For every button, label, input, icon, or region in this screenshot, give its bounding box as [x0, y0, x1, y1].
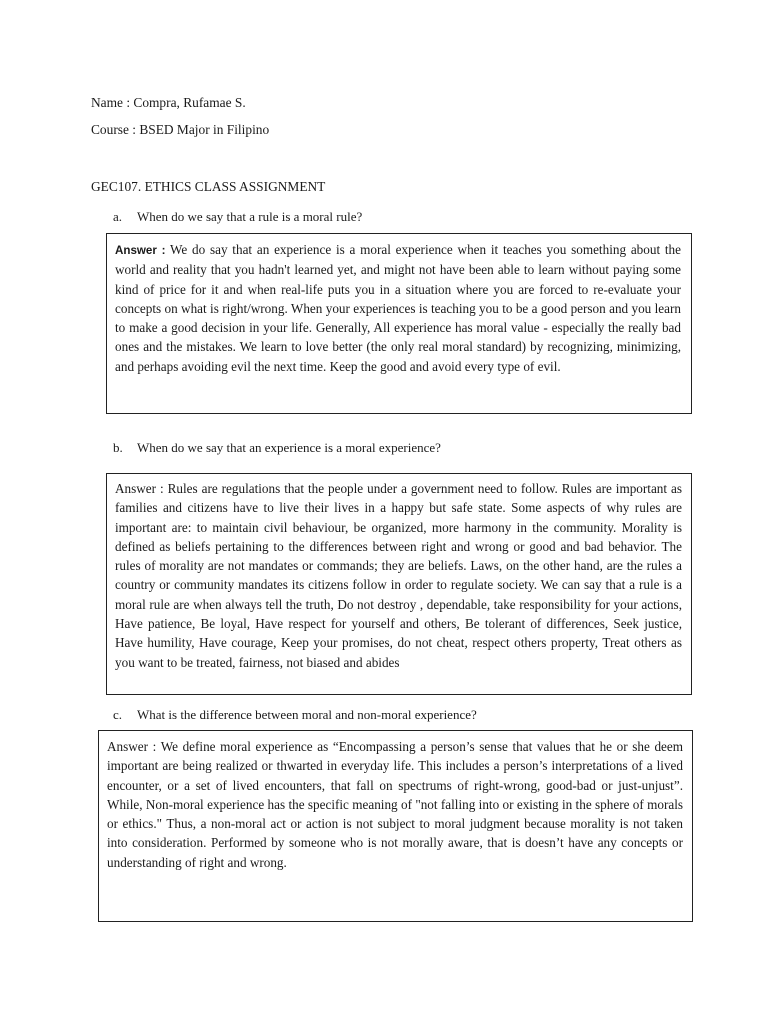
answer-label: Answer : [107, 739, 157, 754]
assignment-title: GEC107. ETHICS CLASS ASSIGNMENT [91, 179, 326, 194]
student-name: Name : Compra, Rufamae S. [91, 95, 246, 110]
question-c [113, 707, 477, 723]
question-a [113, 209, 362, 225]
answer-text: We do say that an experience is a moral experience when it teaches you something about the world and reality that you hadn't learned yet, and might not have been able to learn without paying some kind of price for it and when real-life puts you in a situation where you are forced to re-evaluate your concepts on what is right/wrong. When your experiences is teaching you to be a good person and you learn to make a good decision in your life. Generally, All experience has moral value - especially the really bad ones and the mistakes. We learn to love better (the only real moral standard) by recognizing, minimizing, and perhaps avoiding evil the next time. Keep the good and avoid every type of evil. [115, 242, 681, 374]
question-text: What is the difference between moral and non-moral experience? [137, 707, 477, 722]
question-text: When do we say that a rule is a moral rule? [137, 209, 363, 224]
answer-label: Answer : [115, 481, 164, 496]
answer-text: Rules are regulations that the people under a government need to follow. Rules are important as families and citizens have to live their lives in a happy but safe state. Some aspects of why rules are important are: to maintain civil behaviour, be organized, more harmony in the community. Morality is defined as beliefs pertaining to the differences between right and wrong or good and bad behavior. The rules of morality are not mandates or commands; they are beliefs. Laws, on the other hand, are the rules a country or community mandates its citizens follow in order to regulate society. We can say that a rule is a moral rule are when always tell the truth, Do not destroy , dependable, take responsibility for your actions, Have patience, Be loyal, Have respect for yourself and others, Be tolerant of differences, Seek justice, Have humility, Have courage, Keep your promises, do not cheat, respect others property, Treat others as you want to be treated, fairness, not biased and abides [115, 481, 682, 670]
answer-b [115, 479, 682, 691]
question-b [113, 440, 441, 456]
answer-text: We define moral experience as “Encompassing a person’s sense that values that he or she deem important are being realized or thwarted in everyday life. This includes a person’s interpretations of a lived encounter, or a set of lived encounters, that fall on spectrums of right-wrong, good-bad or just-unjust”. While, Non-moral experience has the specific meaning of "not falling into or existing in the sphere of morals or ethics." Thus, a non-moral act or action is not subject to moral judgment because morality is not taken into consideration. Performed by someone who is not morally aware, that is doesn’t have any concepts or understanding of right and wrong. [107, 739, 683, 870]
student-course: Course : BSED Major in Filipino [91, 122, 270, 137]
question-text: When do we say that an experience is a moral experience? [137, 440, 441, 455]
question-letter: a. [113, 209, 123, 224]
question-letter: b. [113, 440, 123, 455]
answer-a [115, 240, 681, 376]
answer-c [107, 737, 683, 872]
question-letter: c. [113, 707, 123, 722]
answer-label: Answer : [115, 244, 166, 257]
